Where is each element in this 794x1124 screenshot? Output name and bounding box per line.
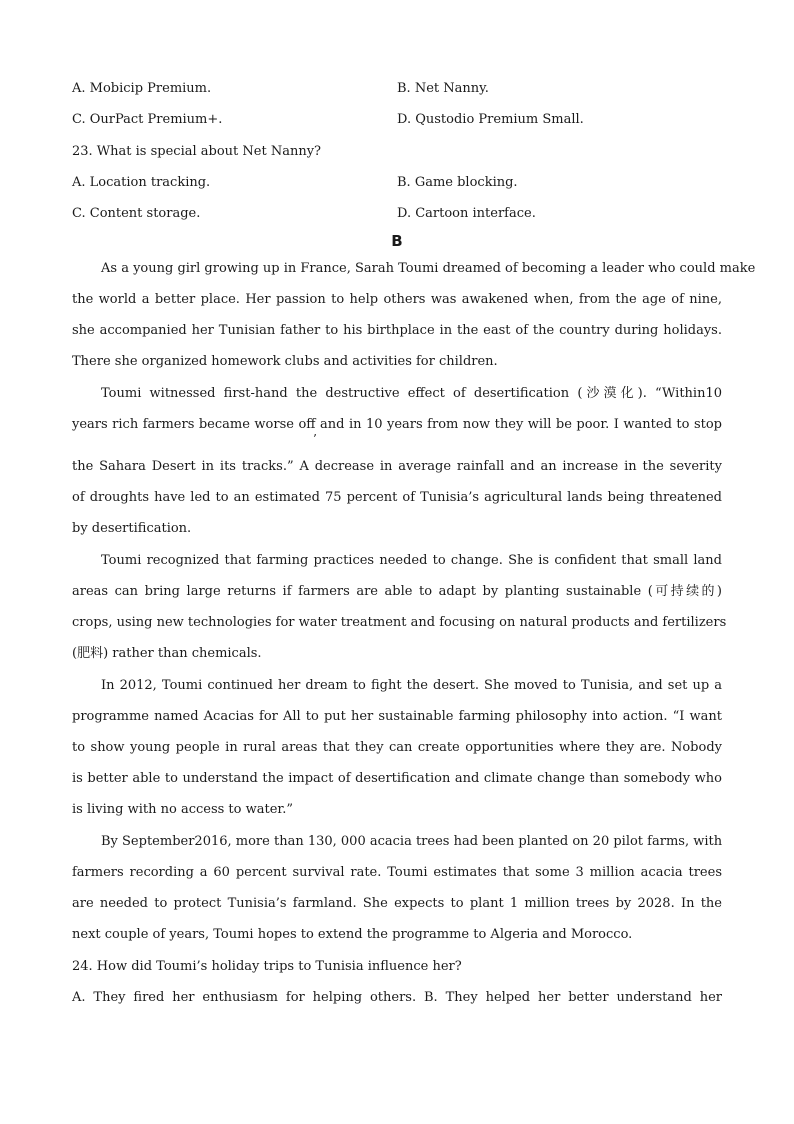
paragraph-line: crops, using new technologies for water treatment and focusing on natural products and fertilizers bbox=[72, 615, 727, 630]
paragraph-line: the world a better place. Her passion to help others was awakened when, from the age of nine, bbox=[72, 292, 722, 307]
option-23-b: B. Game blocking. bbox=[397, 175, 518, 190]
paragraph-line: areas can bring large returns if farmers are able to adapt by planting sustainable (可持续的) bbox=[72, 584, 722, 599]
paragraph-line: By September2016, more than 130, 000 acacia trees had been planted on 20 pilot farms, with bbox=[101, 834, 723, 849]
paragraph-line: Toumi witnessed first-hand the destructive effect of desertification (沙漠化). “Within10 bbox=[101, 386, 722, 401]
option-23-c: C. Content storage. bbox=[72, 206, 201, 221]
option-23-d: D. Cartoon interface. bbox=[397, 206, 536, 221]
paragraph-line: by desertification. bbox=[72, 521, 192, 536]
paragraph-line: In 2012, Toumi continued her dream to fight the desert. She moved to Tunisia, and set up a bbox=[101, 678, 722, 693]
paragraph-line: the Sahara Desert in its tracks.” A decrease in average rainfall and an increase in the severity bbox=[72, 459, 722, 474]
question-24-options: A. They fired her enthusiasm for helping others. B. They helped her better understand her bbox=[72, 990, 722, 1005]
paragraph-line: years rich farmers became worse off and in 10 years from now they will be poor. I wanted to stop bbox=[72, 417, 722, 432]
paragraph-line: are needed to protect Tunisia’s farmland. She expects to plant 1 million trees by 2028. In the bbox=[72, 896, 722, 911]
paragraph-line: Toumi recognized that farming practices needed to change. She is confident that small land bbox=[101, 553, 722, 568]
paragraph-line: to show young people in rural areas that they can create opportunities where they are. Nobody bbox=[72, 740, 722, 755]
paragraph-line: farmers recording a 60 percent survival rate. Toumi estimates that some 3 million acacia trees bbox=[72, 865, 722, 880]
option-22-a: A. Mobicip Premium. bbox=[72, 81, 212, 96]
question-24-text: 24. How did Toumi’s holiday trips to Tunisia influence her? bbox=[72, 959, 462, 974]
paragraph-line: she accompanied her Tunisian father to his birthplace in the east of the country during holidays. bbox=[72, 323, 722, 338]
stray-apostrophe: ’ bbox=[313, 432, 317, 446]
paragraph-line: of droughts have led to an estimated 75 percent of Tunisia’s agricultural lands being threatened bbox=[72, 490, 722, 505]
paragraph-line: programme named Acacias for All to put her sustainable farming philosophy into action. “I want bbox=[72, 709, 722, 724]
option-23-a: A. Location tracking. bbox=[72, 175, 211, 190]
paragraph-line: There she organized homework clubs and activities for children. bbox=[72, 354, 498, 369]
paragraph-line: is better able to understand the impact of desertification and climate change than somebody who bbox=[72, 771, 722, 786]
section-heading: B bbox=[391, 232, 403, 250]
paragraph-line: next couple of years, Toumi hopes to extend the programme to Algeria and Morocco. bbox=[72, 927, 633, 942]
option-22-d: D. Qustodio Premium Small. bbox=[397, 112, 584, 127]
question-23-text: 23. What is special about Net Nanny? bbox=[72, 144, 322, 159]
option-22-c: C. OurPact Premium+. bbox=[72, 112, 223, 127]
paragraph-line: (肥料) rather than chemicals. bbox=[72, 646, 262, 661]
option-22-b: B. Net Nanny. bbox=[397, 81, 489, 96]
paragraph-line: As a young girl growing up in France, Sarah Toumi dreamed of becoming a leader who could make bbox=[101, 261, 756, 276]
paragraph-line: is living with no access to water.” bbox=[72, 802, 293, 817]
